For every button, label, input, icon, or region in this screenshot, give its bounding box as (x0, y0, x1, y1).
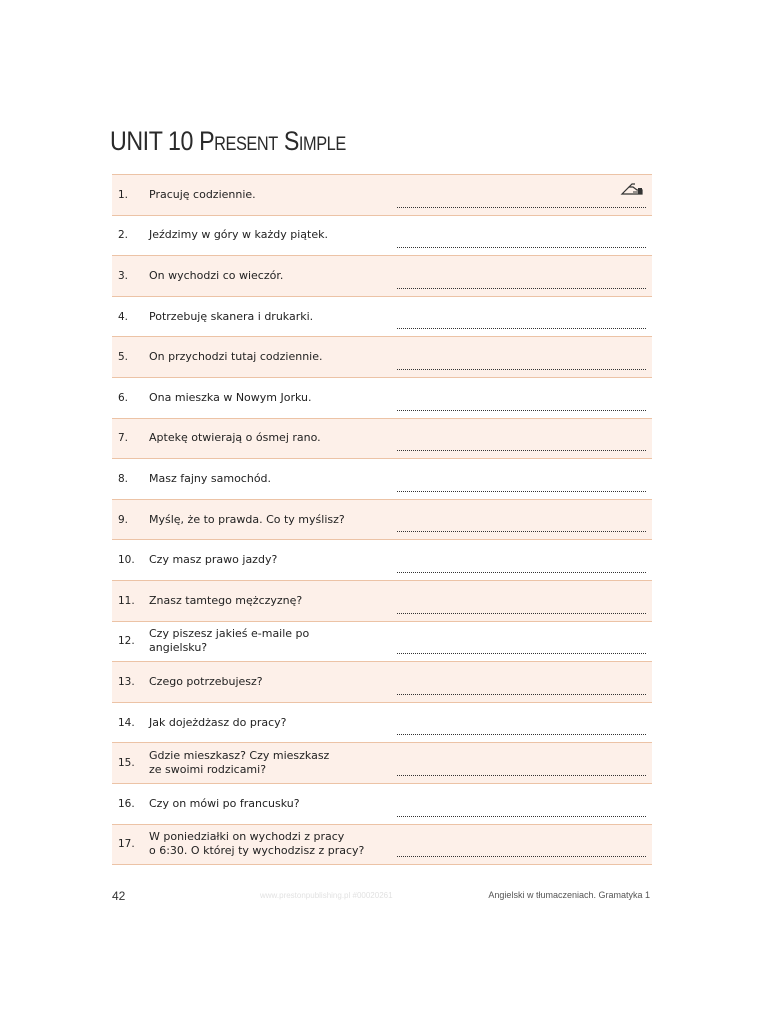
page-title (110, 126, 346, 157)
exercise-row (112, 297, 652, 338)
answer-line[interactable] (397, 531, 646, 532)
answer-line[interactable] (397, 613, 646, 614)
exercise-number: 14. (118, 716, 135, 729)
exercise-sentence: Ona mieszka w Nowym Jorku. (149, 390, 312, 404)
answer-line[interactable] (397, 369, 646, 370)
exercise-row (112, 378, 652, 419)
exercise-number: 11. (118, 594, 135, 607)
exercise-row (112, 459, 652, 500)
exercise-row (112, 216, 652, 257)
exercise-row (112, 175, 652, 216)
exercise-table (112, 174, 652, 865)
exercise-sentence: Potrzebuję skanera i drukarki. (149, 309, 314, 323)
exercise-row (112, 743, 652, 784)
exercise-number: 13. (118, 675, 135, 688)
exercise-number: 4. (118, 310, 129, 323)
exercise-sentence: Czy piszesz jakieś e-maile po angielsku? (149, 627, 310, 655)
unit-label: UNIT 10 (110, 126, 194, 156)
exercise-sentence: Masz fajny samochód. (149, 471, 272, 485)
writing-hand-icon (620, 182, 644, 196)
exercise-sentence: Jak dojeżdżasz do pracy? (149, 715, 287, 729)
exercise-sentence: Czego potrzebujesz? (149, 674, 263, 688)
page-number: 42 (112, 889, 126, 903)
exercise-row (112, 622, 652, 663)
topic-word-2: Simple (283, 126, 346, 156)
exercise-number: 17. (118, 838, 135, 851)
answer-line[interactable] (397, 491, 646, 492)
exercise-sentence: W poniedziałki on wychodzi z pracy o 6:30. O której ty wychodzisz z pracy? (149, 830, 365, 858)
answer-line[interactable] (397, 450, 646, 451)
exercise-row (112, 784, 652, 825)
answer-line[interactable] (397, 572, 646, 573)
exercise-row (112, 703, 652, 744)
answer-line[interactable] (397, 328, 646, 329)
exercise-sentence: On przychodzi tutaj codziennie. (149, 350, 323, 364)
answer-line[interactable] (397, 410, 646, 411)
exercise-row (112, 540, 652, 581)
exercise-number: 12. (118, 635, 135, 648)
answer-line[interactable] (397, 247, 646, 248)
exercise-sentence: Myślę, że to prawda. Co ty myślisz? (149, 512, 345, 526)
exercise-row (112, 256, 652, 297)
answer-line[interactable] (397, 775, 646, 776)
exercise-sentence: Czy on mówi po francusku? (149, 796, 300, 810)
exercise-number: 6. (118, 391, 129, 404)
exercise-row (112, 581, 652, 622)
exercise-sentence: Jeździmy w góry w każdy piątek. (149, 228, 328, 242)
exercise-number: 3. (118, 269, 129, 282)
exercise-sentence: On wychodzi co wieczór. (149, 268, 284, 282)
book-title: Angielski w tłumaczeniach. Gramatyka 1 (488, 890, 650, 900)
exercise-number: 8. (118, 472, 129, 485)
exercise-sentence: Aptekę otwierają o ósmej rano. (149, 431, 321, 445)
exercise-number: 7. (118, 432, 129, 445)
exercise-number: 1. (118, 188, 129, 201)
answer-line[interactable] (397, 653, 646, 654)
topic-word-1: Present (199, 126, 278, 156)
exercise-number: 5. (118, 351, 129, 364)
answer-line[interactable] (397, 288, 646, 289)
answer-line[interactable] (397, 734, 646, 735)
exercise-row (112, 825, 652, 866)
exercise-number: 15. (118, 757, 135, 770)
exercise-number: 9. (118, 513, 129, 526)
exercise-row (112, 500, 652, 541)
exercise-sentence: Gdzie mieszkasz? Czy mieszkasz ze swoimi rodzicami? (149, 749, 330, 777)
exercise-number: 2. (118, 229, 129, 242)
watermark: www.prestonpublishing.pl #00020261 (260, 891, 393, 900)
exercise-row (112, 662, 652, 703)
answer-line[interactable] (397, 816, 646, 817)
exercise-row (112, 419, 652, 460)
exercise-sentence: Czy masz prawo jazdy? (149, 553, 278, 567)
exercise-number: 10. (118, 554, 135, 567)
answer-line[interactable] (397, 856, 646, 857)
exercise-number: 16. (118, 797, 135, 810)
exercise-sentence: Znasz tamtego mężczyznę? (149, 593, 303, 607)
answer-line[interactable] (397, 207, 646, 208)
exercise-row (112, 337, 652, 378)
answer-line[interactable] (397, 694, 646, 695)
exercise-sentence: Pracuję codziennie. (149, 187, 256, 201)
